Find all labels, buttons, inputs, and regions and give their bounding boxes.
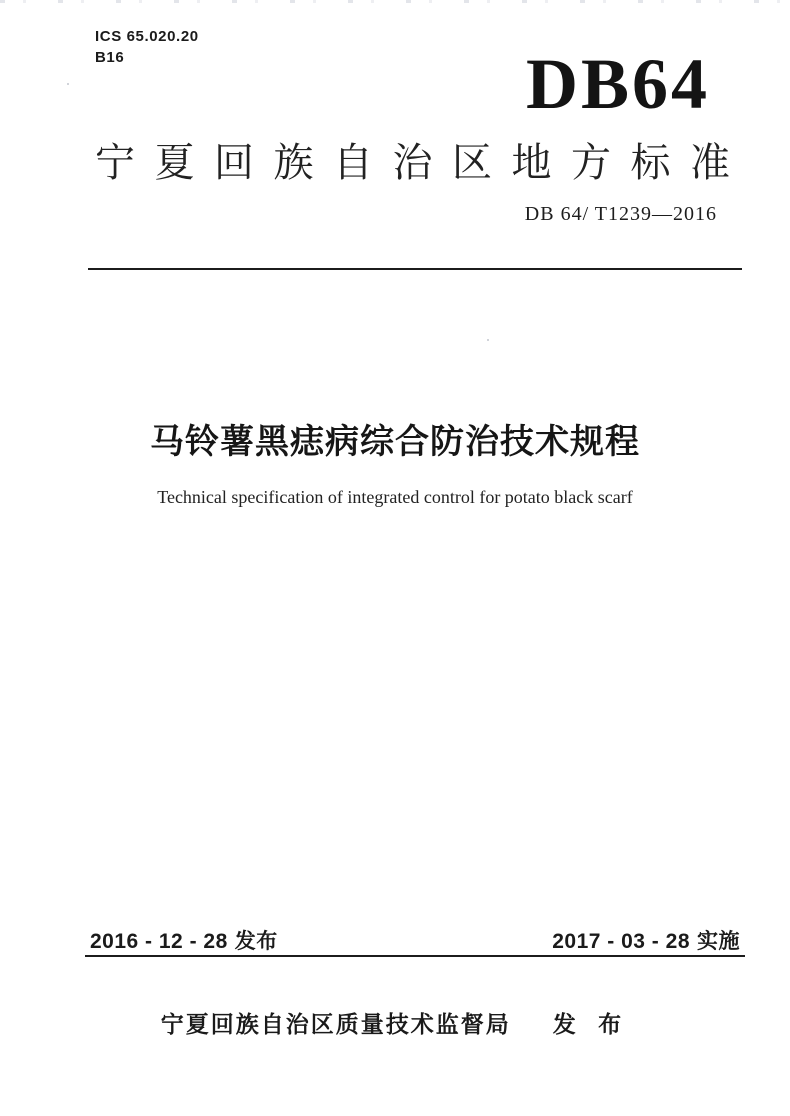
- release-date-label: 发布: [234, 930, 278, 953]
- implementation-date-value: 2017 - 03 - 28: [552, 930, 690, 953]
- release-date-value: 2016 - 12 - 28: [90, 930, 228, 953]
- scan-artifact-top: [0, 0, 790, 3]
- document-title-english: Technical specification of integrated control for potato black scarf: [157, 487, 633, 507]
- ics-code: ICS 65.020.20: [95, 28, 199, 45]
- standard-type-title: 宁夏回族自治区地方标准: [95, 141, 730, 185]
- release-date: [90, 931, 278, 953]
- header-divider: [88, 268, 742, 270]
- classification-code: B16: [95, 49, 125, 66]
- implementation-date: [552, 931, 740, 953]
- scan-dot: [487, 339, 489, 341]
- document-title-chinese: 马铃薯黑痣病综合防治技术规程: [150, 423, 640, 461]
- publisher-action: 发 布: [552, 1011, 630, 1037]
- standard-number: DB 64/ T1239—2016: [524, 203, 717, 225]
- footer-divider: [85, 955, 745, 957]
- scan-dot: [67, 83, 69, 85]
- db64-logo: DB64: [525, 44, 710, 124]
- publisher-line: [0, 1006, 790, 1039]
- dates-row: [90, 931, 740, 953]
- publisher-name: 宁夏回族自治区质量技术监督局: [160, 1011, 511, 1037]
- implementation-date-label: 实施: [697, 930, 740, 953]
